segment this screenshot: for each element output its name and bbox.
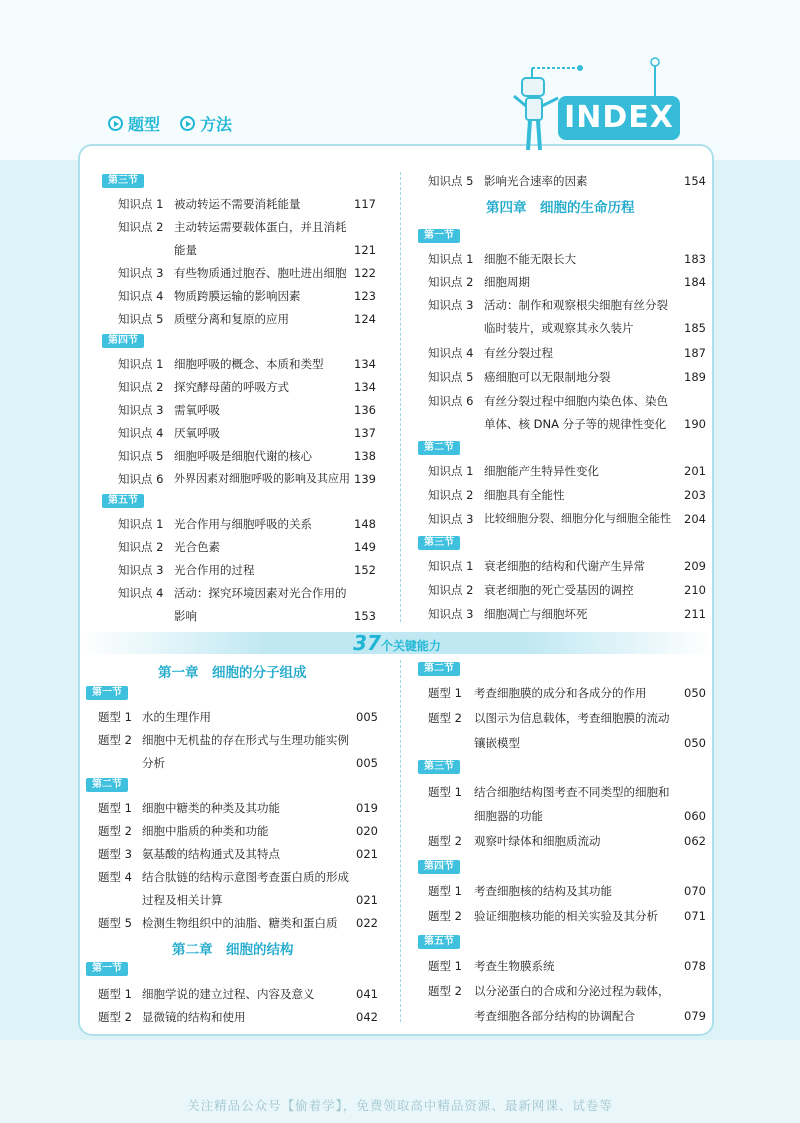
section-tag: 第三节	[418, 760, 460, 774]
section-tag: 第三节	[418, 536, 460, 550]
chapter-title: 第一章 细胞的分子组成	[158, 665, 307, 681]
banner-number: 37	[353, 631, 381, 655]
section-tag: 第二节	[86, 778, 128, 792]
section-tag: 第五节	[102, 494, 144, 508]
index-badge: INDEX	[558, 96, 680, 140]
section-tag: 第一节	[86, 962, 128, 976]
section-tag: 第二节	[418, 441, 460, 455]
section-tag: 第四节	[418, 860, 460, 874]
column-divider-bottom	[400, 660, 401, 1022]
section-tag: 第五节	[418, 935, 460, 949]
tab-label: 题型	[128, 115, 161, 134]
section-tag: 第一节	[418, 229, 460, 243]
play-circle-icon	[180, 116, 195, 131]
play-circle-icon	[108, 116, 123, 131]
header-tabs	[108, 112, 232, 135]
tab-question-types[interactable]	[108, 112, 160, 135]
section-tag: 第一节	[86, 686, 128, 700]
chapter-title: 第四章 细胞的生命历程	[486, 200, 635, 216]
tab-methods[interactable]	[180, 112, 232, 135]
tab-label: 方法	[200, 115, 233, 134]
footer-promo-text: 关注精品公众号【偷着学】，免费领取高中精品资源、最新网课、试卷等	[187, 1098, 613, 1113]
chapter-title: 第二章 细胞的结构	[172, 942, 294, 958]
section-tag: 第四节	[102, 334, 144, 348]
banner-text: 个关键能力	[380, 639, 441, 653]
section-tag: 第三节	[102, 174, 144, 188]
column-divider-top	[400, 172, 401, 622]
key-abilities-banner	[82, 632, 712, 654]
section-tag: 第二节	[418, 662, 460, 676]
